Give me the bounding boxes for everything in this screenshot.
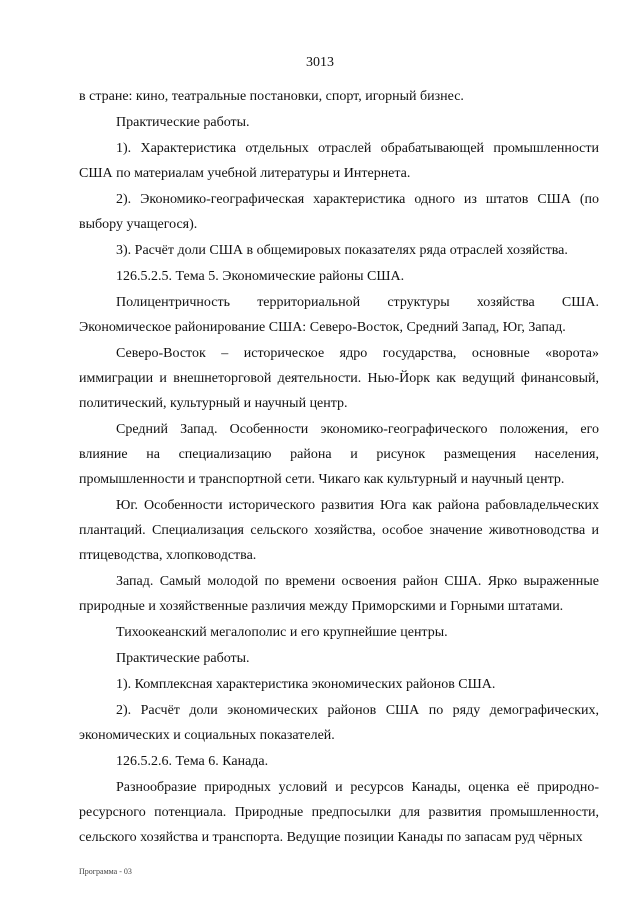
- paragraph-practical-heading-2: Практические работы.: [116, 651, 250, 666]
- paragraph-pacific-megalopolis: Тихоокеанский мегалополис и его крупнейшие центры.: [116, 625, 448, 640]
- page-number: 3013: [306, 55, 334, 70]
- paragraph-practical-2-2: 2). Расчёт доли экономических районов США по ряду демографических, экономических и социальных показателей.: [79, 703, 599, 743]
- footer-label: Программа - 03: [79, 867, 132, 876]
- paragraph-south: Юг. Особенности исторического развития Юга как района рабовладельческих плантаций. Специализация сельского хозяйства, особое значение животноводства и птицеводства, хлопководства.: [79, 498, 599, 563]
- document-body: [79, 84, 599, 850]
- paragraph-west: Запад. Самый молодой по времени освоения район США. Ярко выраженные природные и хозяйственные различия между Приморскими и Горными штатами.: [79, 574, 599, 614]
- section-heading-topic-5: 126.5.2.5. Тема 5. Экономические районы США.: [116, 269, 405, 284]
- paragraph-northeast: Северо-Восток – историческое ядро государства, основные «ворота» иммиграции и внешнеторговой деятельности. Нью-Йорк как ведущий финансовый, политический, культурный и научный центр.: [79, 346, 599, 411]
- paragraph-practical-3: 3). Расчёт доли США в общемировых показателях ряда отраслей хозяйства.: [116, 243, 568, 258]
- paragraph-practical-2-1: 1). Комплексная характеристика экономических районов США.: [116, 677, 496, 692]
- paragraph-practical-2: 2). Экономико-географическая характеристика одного из штатов США (по выбору учащегося).: [79, 192, 599, 232]
- paragraph-continuation: в стране: кино, театральные постановки, спорт, игорный бизнес.: [79, 89, 464, 104]
- paragraph-midwest: Средний Запад. Особенности экономико-географического положения, его влияние на специализацию района и рисунок размещения населения, промышленности и транспортной сети. Чикаго как культурный и научный центр.: [79, 422, 599, 487]
- paragraph-polycentric: Полицентричность территориальной структуры хозяйства США. Экономическое районирование США: Северо-Восток, Средний Запад, Юг, Запад.: [79, 295, 599, 335]
- paragraph-canada: Разнообразие природных условий и ресурсов Канады, оценка её природно-ресурсного потенциала. Природные предпосылки для развития промышленности, сельского хозяйства и транспорта. Ведущие позиции Канады по запасам руд чёрных: [79, 780, 599, 845]
- paragraph-practical-heading: Практические работы.: [116, 115, 250, 130]
- section-heading-topic-6: 126.5.2.6. Тема 6. Канада.: [116, 754, 269, 769]
- paragraph-practical-1: 1). Характеристика отдельных отраслей обрабатывающей промышленности США по материалам учебной литературы и Интернета.: [79, 141, 599, 181]
